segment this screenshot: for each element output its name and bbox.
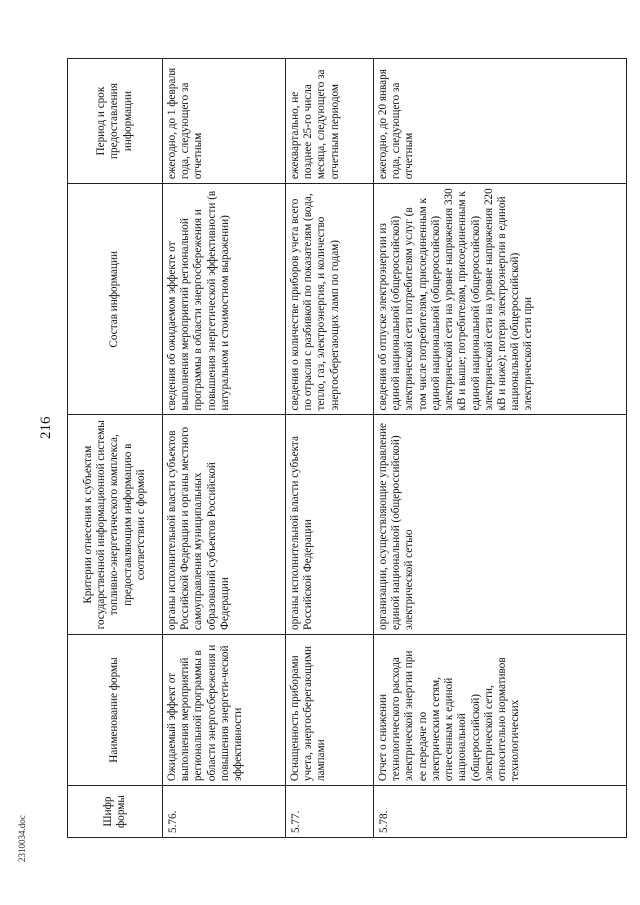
table-row bbox=[163, 59, 286, 838]
header-content: Состав информации bbox=[68, 184, 163, 415]
table-header-row bbox=[68, 59, 163, 838]
row-content: сведения об ожидаемом эффекте от выполнения мероприятий региональной программы в области энергосбережения и повышения энергетической эффективности (в натуральном и стоимостном выражении) bbox=[163, 184, 286, 415]
row-criteria: организации, осуществляющие управление единой национальной (общероссийской) электрической сетью bbox=[374, 415, 627, 635]
row-content: сведения об отпуске электроэнергии из единой национальной (общероссийской) электрической сети потребителям услуг (в том числе потребителям, присоединенным к единой национальной (общероссийской) электрической сети на уровне напряжения 330 кВ и выше; потребителям, присоединенным к единой национальной (общероссийской) электрической сети на уровне напряжения 220 кВ и ниже); потери электроэнергии в единой национальной (общероссийской) электрической сети при bbox=[374, 184, 627, 415]
forms-table bbox=[67, 58, 627, 838]
row-criteria: органы исполнительной власти субъектов Российской Федерации и органы местного самоуправления муниципальных образований субъектов Российской Федерации bbox=[163, 415, 286, 635]
header-name: Наименование формы bbox=[68, 635, 163, 786]
row-period: ежегодно, до 20 января года, следующего за отчетным bbox=[374, 59, 627, 184]
row-content: сведения о количестве приборов учета всего по отрасли с разбивкой по показателям (вода, тепло, газ, электроэнергия, и количество энергосберегающих ламп по годам) bbox=[286, 184, 374, 415]
row-period: ежеквартально, не позднее 25-го числа месяца, следующего за отчетным периодом bbox=[286, 59, 374, 184]
row-name: Ожидаемый эффект от выполнения мероприятий региональной программы в области энергосбережения и повышения энергети-ческой эффективности bbox=[163, 635, 286, 786]
row-period: ежегодно, до 1 февраля года, следующего за отчетным bbox=[163, 59, 286, 184]
header-criteria: Критерии отнесения к субъектам государственной информационной системы топливно-энергетического комплекса, предоставляющим информацию в соответствии с формой bbox=[68, 415, 163, 635]
row-criteria: органы исполнительной власти субъекта Российской Федерации bbox=[286, 415, 374, 635]
row-name: Отчет о снижении технологического расхода электрической энергии при ее передаче по электрическим сетям, отнесенным к единой национальной (общероссийской) электрической сети, относительно нормативов технологических bbox=[374, 635, 627, 786]
page-number: 216 bbox=[38, 416, 54, 439]
row-code: 5.76. bbox=[163, 786, 286, 838]
footer-doc-code: 2310034.doc bbox=[17, 815, 27, 862]
header-period: Период и срок предоставления информации bbox=[68, 59, 163, 184]
row-name: Оснащенность приборами учета, энергосберегающими лампами bbox=[286, 635, 374, 786]
rotated-table-container bbox=[67, 58, 607, 838]
table-row bbox=[374, 59, 627, 838]
table-row bbox=[286, 59, 374, 838]
row-code: 5.78. bbox=[374, 786, 627, 838]
row-code: 5.77. bbox=[286, 786, 374, 838]
header-code: Шифр формы bbox=[68, 786, 163, 838]
